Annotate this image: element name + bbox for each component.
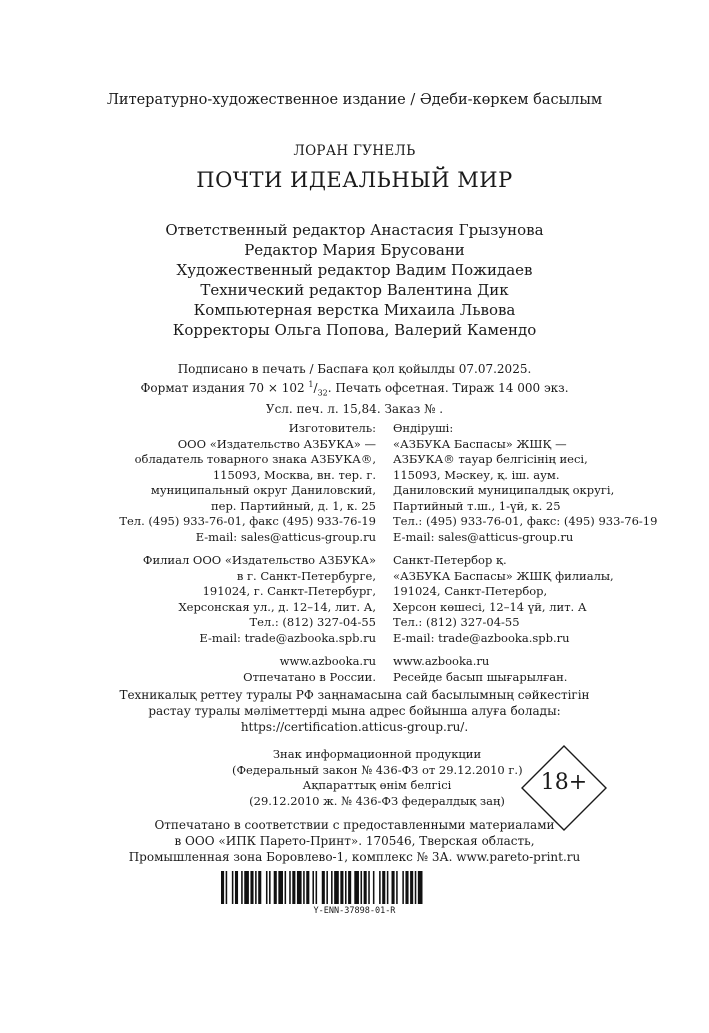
barcode-bar: [368, 871, 370, 904]
info-product-sign: [232, 747, 522, 809]
barcode-bar: [345, 871, 347, 904]
mfr-ru-line: 115093, Москва, вн. тер. г.: [212, 467, 376, 482]
info-sign-line: Знак информационной продукции: [272, 747, 482, 761]
manufacturer-ru-column: [119, 421, 376, 685]
publication-type: Литературно-художественное издание / Әдеби-көркем басылым: [106, 92, 603, 108]
barcode-bar: [382, 871, 385, 904]
barcode-bar: [387, 871, 389, 904]
barcode-text: Y-ENN-37898-01-R: [313, 906, 396, 916]
info-sign-line: (29.12.2010 ж. № 436-ФЗ федералдық заң): [249, 793, 505, 808]
signed-line: Подписано в печать / Баспаға қол қойылды 07.07.2025.: [177, 362, 532, 376]
barcode-bar: [361, 871, 363, 904]
mfr-ru-line: ООО «Издательство АЗБУКА» —: [177, 436, 376, 451]
website-kz: www.azbooka.ru: [393, 654, 490, 668]
barcode-bar: [334, 871, 339, 904]
mfr-ru-line: Изготовитель:: [288, 421, 376, 435]
credit-line: Корректоры Ольга Попова, Валерий Камендо: [172, 321, 537, 339]
barcode-bar: [250, 871, 253, 904]
barcode-bar: [303, 871, 305, 904]
barcode-bar: [340, 871, 343, 904]
website-ru: www.azbooka.ru: [279, 654, 376, 668]
barcode-bar: [410, 871, 413, 904]
barcode-bar: [226, 871, 228, 904]
barcode-bar: [241, 871, 243, 904]
credit-line: Ответственный редактор Анастасия Грызунова: [165, 221, 544, 239]
barcode-bar: [316, 871, 318, 904]
branch-ru-email: E-mail: trade@azbooka.spb.ru: [199, 630, 376, 645]
branch-ru-line: Тел.: (812) 327-04-55: [249, 615, 376, 629]
barcode-bar: [285, 871, 287, 904]
branch-ru-line: 191024, г. Санкт-Петербург,: [202, 584, 376, 598]
barcode-bar: [326, 871, 328, 904]
branch-kz-line: 191024, Санкт-Петербор,: [393, 584, 548, 598]
barcode-bar: [379, 871, 381, 904]
regulation-line: растау туралы мәліметтерді мына адрес бойынша алуға болады:: [148, 704, 561, 718]
barcode-bar: [402, 871, 404, 904]
mfr-kz-line: АЗБУКА® тауар белгісінің иесі,: [393, 452, 588, 466]
mfr-ru-line: обладатель товарного знака АЗБУКА®,: [134, 452, 376, 466]
barcode-bar: [289, 871, 291, 904]
barcode-bar: [348, 871, 351, 904]
printer-info: [0, 817, 709, 865]
age-rating-label: 18+: [540, 770, 588, 795]
barcode-bar: [274, 871, 277, 904]
barcode-bar: [322, 871, 325, 904]
format-prefix: Формат издания 70 × 102: [140, 381, 309, 395]
format-line: Формат издания 70 × 102 $^1/_{32}$. Печать офсетная. Тираж 14 000 экз.: [140, 380, 569, 398]
manufacturer-kz-column: [393, 421, 657, 685]
barcode-bar: [297, 871, 302, 904]
mfr-kz-line: Өндіруші:: [393, 421, 454, 435]
barcode-bar: [292, 871, 295, 904]
credits-block: [0, 220, 709, 340]
barcode-bar: [269, 871, 271, 904]
printer-line: Промышленная зона Боровлево-1, комплекс № 3А. www.pareto-print.ru: [128, 850, 581, 864]
conditions-line: Усл. печ. л. 15,84. Заказ № .: [265, 402, 444, 417]
mfr-ru-line: пер. Партийный, д. 1, к. 25: [210, 498, 376, 513]
branch-ru-line: Филиал ООО «Издательство АЗБУКА»: [142, 553, 376, 567]
barcode-bar: [392, 871, 395, 904]
info-sign-line: Ақпараттық өнім белгісі: [302, 778, 452, 792]
barcode-bar: [278, 871, 283, 904]
mfr-ru-email: E-mail: sales@atticus-group.ru: [195, 529, 376, 544]
branch-ru-line: в г. Санкт-Петербурге,: [236, 568, 376, 583]
mfr-kz-line: «АЗБУКА Баспасы» ЖШҚ —: [393, 436, 567, 451]
printer-line: в ООО «ИПК Парето-Принт». 170546, Тверская область,: [174, 834, 535, 848]
barcode: [221, 871, 486, 904]
credit-line: Технический редактор Валентина Дик: [200, 281, 509, 299]
branch-kz-line: «АЗБУКА Баспасы» ЖШҚ филиалы,: [393, 568, 614, 583]
credit-line: Редактор Мария Брусовани: [244, 241, 465, 259]
barcode-bar: [396, 871, 398, 904]
regulation-note: [0, 687, 709, 735]
format-suffix: . Печать офсетная. Тираж 14 000 экз.: [327, 381, 569, 395]
printed-in-ru: Отпечатано в России.: [243, 669, 376, 684]
barcode-bar: [255, 871, 257, 904]
branch-kz-line: Тел.: (812) 327-04-55: [393, 615, 520, 629]
author-name: ЛОРАН ГУНЕЛЬ: [293, 143, 416, 159]
branch-kz-email: E-mail: trade@azbooka.spb.ru: [393, 630, 570, 645]
branch-ru-line: Херсонская ул., д. 12–14, лит. А,: [178, 599, 376, 614]
mfr-kz-line: 115093, Мәскеу, қ. іш. аум.: [393, 467, 560, 482]
regulation-line: Техникалық реттеу туралы РФ заңнамасына сай басылымның сәйкестігін: [119, 688, 590, 702]
mfr-kz-email: E-mail: sales@atticus-group.ru: [393, 529, 574, 544]
book-title: ПОЧТИ ИДЕАЛЬНЫЙ МИР: [196, 168, 513, 192]
barcode-bar: [232, 871, 234, 904]
barcode-bar: [405, 871, 408, 904]
barcode-bar: [258, 871, 261, 904]
barcode-bar: [235, 871, 238, 904]
barcode-bar: [244, 871, 249, 904]
barcode-bar: [354, 871, 359, 904]
barcode-bar: [266, 871, 268, 904]
mfr-kz-line: Даниловский муниципалдық округі,: [393, 483, 615, 497]
mfr-ru-line: Тел. (495) 933-76-01, факс (495) 933-76-19: [119, 514, 376, 528]
info-sign-line: (Федеральный закон № 436-ФЗ от 29.12.2010 г.): [232, 762, 523, 777]
barcode-bar: [364, 871, 367, 904]
barcode-bar: [306, 871, 309, 904]
barcode-bar: [418, 871, 423, 904]
credit-line: Компьютерная верстка Михаила Львова: [193, 301, 516, 319]
format-denominator: 32: [317, 388, 328, 398]
format-numerator: 1: [308, 380, 314, 389]
printer-line: Отпечатано в соответствии с предоставленными материалами: [154, 818, 555, 832]
certification-url: https://certification.atticus-group.ru/.: [240, 720, 469, 734]
branch-kz-line: Херсон көшесі, 12–14 үй, лит. А: [393, 599, 587, 614]
barcode-bar: [221, 871, 224, 904]
printed-in-kz: Ресейде басып шығарылған.: [393, 669, 568, 684]
barcode-bar: [331, 871, 333, 904]
barcode-bar: [312, 871, 314, 904]
branch-kz-line: Санкт-Петербор қ.: [393, 553, 507, 567]
mfr-ru-line: муниципальный округ Даниловский,: [150, 483, 376, 497]
barcode-bar: [415, 871, 417, 904]
credit-line: Художественный редактор Вадим Пожидаев: [176, 261, 533, 279]
barcode-bar: [373, 871, 375, 904]
print-info: [0, 361, 709, 417]
mfr-kz-line: Партийный т.ш., 1-үй, к. 25: [393, 498, 561, 513]
mfr-kz-line: Тел.: (495) 933-76-01, факс: (495) 933-76-19: [393, 514, 658, 528]
